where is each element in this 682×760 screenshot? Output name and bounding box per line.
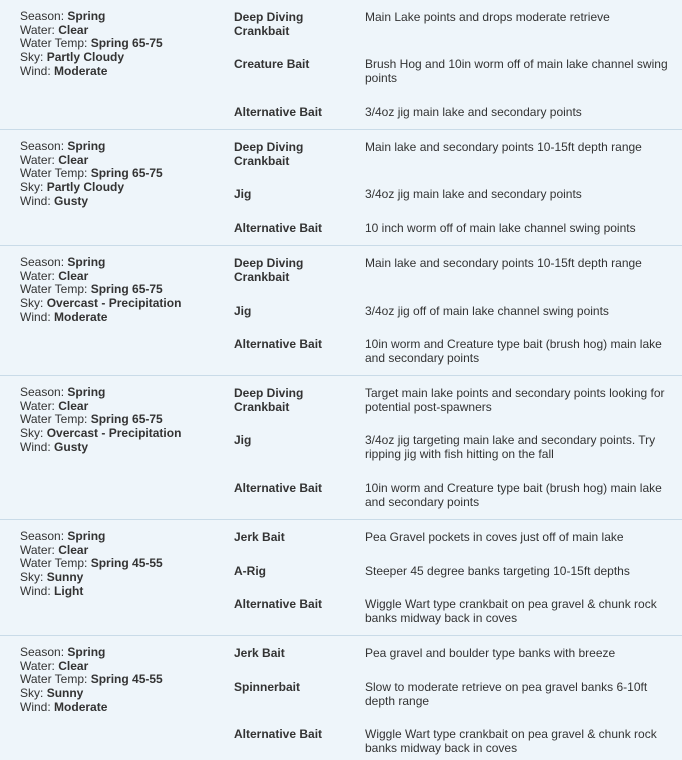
bait-name: Alternative Bait: [234, 337, 323, 351]
conditions-cell: [20, 140, 220, 209]
water-temp-value: Spring 65-75: [90, 282, 163, 297]
bait-description: Main lake and secondary points 10-15ft depth range: [365, 256, 642, 270]
bait-description: 10 inch worm off of main lake channel swing points: [365, 221, 636, 235]
water-temp-line: Water Temp: Spring 65-75: [20, 166, 163, 181]
sky-line: Sky: Overcast - Precipitation: [20, 296, 182, 311]
wind-line: Wind: Gusty: [20, 193, 89, 208]
water-line: Water: Clear: [20, 268, 89, 283]
wind-line: Wind: Moderate: [20, 309, 108, 324]
bait-name: Jig: [234, 304, 252, 318]
bait-description: Pea gravel and boulder type banks with breeze: [365, 646, 616, 660]
bait-name: Jerk Bait: [234, 646, 285, 660]
bait-name: Spinnerbait: [234, 680, 301, 694]
bait-name: Deep Diving Crankbait: [234, 256, 304, 284]
bait-name: Deep Diving Crankbait: [234, 140, 304, 168]
table-row: [0, 130, 682, 246]
water-temp-line: Water Temp: Spring 65-75: [20, 282, 163, 297]
season-value: Spring: [67, 645, 106, 659]
sky-line: Sky: Partly Cloudy: [20, 50, 125, 65]
wind-value: Gusty: [54, 193, 89, 208]
season-line: Season: Spring: [20, 645, 106, 659]
water-temp-value: Spring 65-75: [90, 166, 163, 181]
wind-line: Wind: Light: [20, 583, 84, 598]
water-temp-line: Water Temp: Spring 45-55: [20, 672, 163, 687]
table-row: [0, 376, 682, 520]
water-value: Clear: [58, 542, 89, 557]
table-row: [0, 636, 682, 760]
sky-value: Partly Cloudy: [46, 180, 125, 195]
water-line: Water: Clear: [20, 398, 89, 413]
wind-line: Wind: Moderate: [20, 63, 108, 78]
water-value: Clear: [58, 268, 89, 283]
bait-name: Alternative Bait: [234, 221, 323, 235]
water-value: Clear: [58, 22, 89, 37]
sky-value: Sunny: [46, 686, 84, 701]
sky-line: Sky: Sunny: [20, 686, 84, 701]
bait-name: Deep Diving Crankbait: [234, 386, 304, 414]
season-line: Season: Spring: [20, 385, 106, 399]
season-value: Spring: [67, 255, 106, 269]
season-value: Spring: [67, 9, 106, 23]
bait-name: Jerk Bait: [234, 530, 285, 544]
bait-description: 10in worm and Creature type bait (brush hog) main lake and secondary points: [365, 481, 662, 509]
wind-line: Wind: Gusty: [20, 439, 89, 454]
water-temp-line: Water Temp: Spring 45-55: [20, 556, 163, 571]
water-temp-value: Spring 45-55: [90, 672, 163, 687]
bait-name: Alternative Bait: [234, 727, 323, 741]
water-line: Water: Clear: [20, 542, 89, 557]
conditions-cell: [20, 256, 220, 325]
water-value: Clear: [58, 658, 89, 673]
season-line: Season: Spring: [20, 529, 106, 543]
bait-description: 3/4oz jig main lake and secondary points: [365, 187, 582, 201]
season-value: Spring: [67, 385, 106, 399]
bait-name: Alternative Bait: [234, 597, 323, 611]
conditions-cell: [20, 386, 220, 455]
water-value: Clear: [58, 152, 89, 167]
water-line: Water: Clear: [20, 658, 89, 673]
bait-description: 3/4oz jig off of main lake channel swing points: [365, 304, 609, 318]
table-row: [0, 520, 682, 636]
water-temp-value: Spring 65-75: [90, 412, 163, 427]
wind-line: Wind: Moderate: [20, 699, 108, 714]
water-temp-value: Spring 65-75: [90, 36, 163, 51]
bait-description: Slow to moderate retrieve on pea gravel banks 6-10ft depth range: [365, 680, 648, 708]
bait-description: Wiggle Wart type crankbait on pea gravel & chunk rock banks midway back in coves: [365, 597, 657, 625]
wind-value: Moderate: [54, 63, 108, 78]
bait-name: A-Rig: [234, 564, 266, 578]
wind-value: Light: [54, 583, 84, 598]
season-line: Season: Spring: [20, 139, 106, 153]
table-row: [0, 246, 682, 376]
sky-line: Sky: Partly Cloudy: [20, 180, 125, 195]
bait-name: Creature Bait: [234, 57, 310, 71]
bait-description: Target main lake points and secondary points looking for potential post-spawners: [365, 386, 665, 414]
water-temp-value: Spring 45-55: [90, 556, 163, 571]
table-row: [0, 0, 682, 130]
bait-description: 3/4oz jig targeting main lake and secondary points. Try ripping jig with fish hitting on the fall: [365, 433, 656, 461]
sky-value: Partly Cloudy: [46, 50, 125, 65]
season-value: Spring: [67, 139, 106, 153]
bait-description: Pea Gravel pockets in coves just off of main lake: [365, 530, 624, 544]
conditions-cell: [20, 646, 220, 715]
water-value: Clear: [58, 398, 89, 413]
conditions-cell: [20, 530, 220, 599]
water-line: Water: Clear: [20, 22, 89, 37]
sky-value: Overcast - Precipitation: [46, 296, 182, 311]
sky-value: Overcast - Precipitation: [46, 426, 182, 441]
water-line: Water: Clear: [20, 152, 89, 167]
wind-value: Moderate: [54, 309, 108, 324]
bait-description: Main Lake points and drops moderate retrieve: [365, 10, 610, 24]
bait-name: Alternative Bait: [234, 481, 323, 495]
water-temp-line: Water Temp: Spring 65-75: [20, 36, 163, 51]
conditions-cell: [20, 10, 220, 79]
sky-line: Sky: Sunny: [20, 570, 84, 585]
bait-name: Jig: [234, 187, 252, 201]
bait-description: 10in worm and Creature type bait (brush hog) main lake and secondary points: [365, 337, 662, 365]
season-value: Spring: [67, 529, 106, 543]
bait-name: Jig: [234, 433, 252, 447]
water-temp-line: Water Temp: Spring 65-75: [20, 412, 163, 427]
wind-value: Moderate: [54, 699, 108, 714]
bait-description: Main lake and secondary points 10-15ft depth range: [365, 140, 642, 154]
bait-name: Alternative Bait: [234, 105, 323, 119]
season-line: Season: Spring: [20, 9, 106, 23]
bait-name: Deep Diving Crankbait: [234, 10, 304, 38]
sky-value: Sunny: [46, 570, 84, 585]
bait-description: 3/4oz jig main lake and secondary points: [365, 105, 582, 119]
bait-description: Wiggle Wart type crankbait on pea gravel & chunk rock banks midway back in coves: [365, 727, 657, 755]
bait-description: Steeper 45 degree banks targeting 10-15ft depths: [365, 564, 630, 578]
sky-line: Sky: Overcast - Precipitation: [20, 426, 182, 441]
wind-value: Gusty: [54, 439, 89, 454]
bait-description: Brush Hog and 10in worm off of main lake channel swing points: [365, 57, 668, 85]
season-line: Season: Spring: [20, 255, 106, 269]
